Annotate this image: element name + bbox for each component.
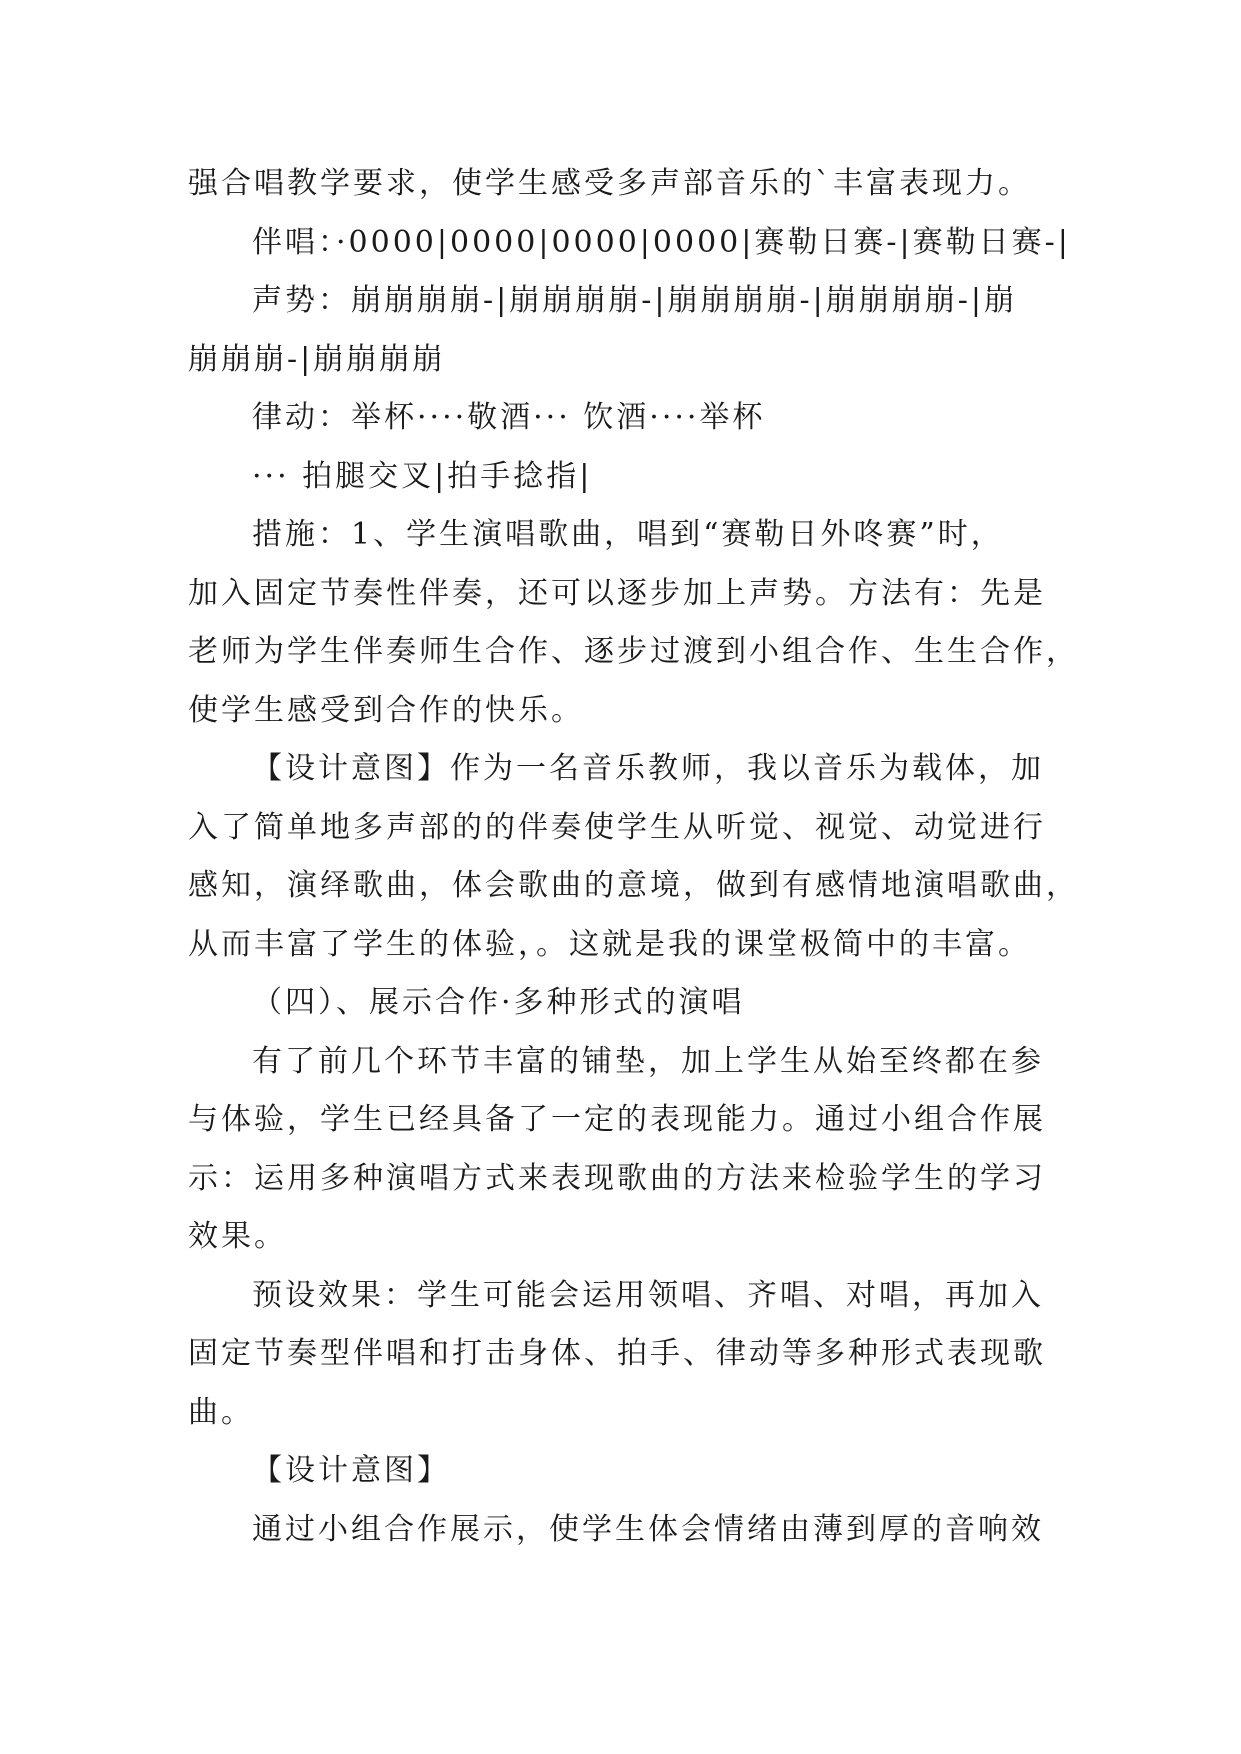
text-line: 声势：崩崩崩崩-|崩崩崩崩-|崩崩崩崩-|崩崩崩崩-|崩 [252, 283, 1017, 318]
text-line: 加入固定节奏性伴奏，还可以逐步加上声势。方法有：先是 [188, 575, 1046, 611]
text-line: 曲。 [188, 1394, 254, 1430]
text-line: 预设效果：学生可能会运用领唱、齐唱、对唱，再加入 [252, 1277, 1044, 1313]
text-line: 有了前几个环节丰富的铺垫，加上学生从始至终都在参 [252, 1043, 1044, 1079]
text-line: 通过小组合作展示，使学生体会情绪由薄到厚的音响效 [252, 1511, 1044, 1547]
text-line: 【设计意图】作为一名音乐教师，我以音乐为载体，加 [252, 751, 1044, 786]
text-line: 律动：举杯····敬酒··· 饮酒····举杯 [252, 400, 766, 435]
text-line: 【设计意图】 [252, 1453, 450, 1488]
text-line: 从而丰富了学生的体验，。这就是我的课堂极简中的丰富。 [188, 926, 1031, 962]
text-line: 崩崩崩-|崩崩崩崩 [188, 341, 446, 377]
text-line: 伴唱：·0000|0000|0000|0000|赛勒日赛-|赛勒日赛-| [252, 224, 1071, 260]
text-line: ··· 拍腿交叉|拍手捻指| [252, 458, 593, 494]
section-heading: （四）、展示合作·多种形式的演唱 [252, 985, 745, 1020]
text-line: 措施：1、学生演唱歌曲，唱到“赛勒日外咚赛”时， [252, 517, 1004, 552]
text-line: 效果。 [188, 1219, 287, 1254]
text-line: 固定节奏型伴唱和打击身体、拍手、律动等多种形式表现歌 [188, 1336, 1046, 1371]
text-line: 与体验，学生已经具备了一定的表现能力。通过小组合作展 [188, 1102, 1046, 1137]
text-line: 感知，演绎歌曲，体会歌曲的意境，做到有感情地演唱歌曲， [188, 868, 1079, 903]
text-line: 强合唱教学要求，使学生感受多声部音乐的`丰富表现力。 [188, 166, 1031, 201]
document-body [188, 155, 1079, 1559]
text-line: 使学生感受到合作的快乐。 [188, 692, 584, 728]
text-line: 示：运用多种演唱方式来表现歌曲的方法来检验学生的学习 [188, 1160, 1046, 1196]
text-line: 老师为学生伴奏师生合作、逐步过渡到小组合作、生生合作， [188, 634, 1079, 669]
text-line: 入了简单地多声部的的伴奏使学生从听觉、视觉、动觉进行 [188, 809, 1046, 845]
